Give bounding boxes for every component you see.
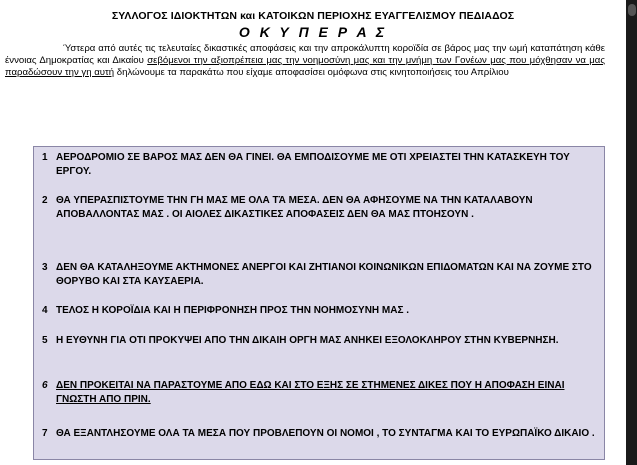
intro-text-end: δηλώνουμε τα παρακάτω που είχαμε αποφασίσει ομόφωνα στις κινητοποιήσεις του Απρίλιου [114,67,509,79]
declarations-list [33,146,605,460]
intro-paragraph [5,43,605,79]
intro-text-start: Ύστερα από αυτές τις τελευταίες δικαστικές αποφάσεις και την απροκάλυπτη κοροϊδία σε βάρος μας την ωμή καταπάτηση κάθε έννοιας Δημοκρατίας και Δικαίου [5,43,605,67]
item-text: ΤΕΛΟΣ Η ΚΟΡΟΪΔΙΑ ΚΑΙ Η ΠΕΡΙΦΡΟΝΗΣΗ ΠΡΟΣ ΤΗΝ ΝΟΗΜΟΣΥΝΗ ΜΑΣ . [56,305,410,316]
window-edge-strip [626,0,637,465]
item-text: ΔΕΝ ΘΑ ΚΑΤΑΛΗΞΟΥΜΕ ΑΚΤΗΜΟΝΕΣ ΑΝΕΡΓΟΙ ΚΑΙ ΖΗΤΙΑΝΟΙ ΚΟΙΝΩΝΙΚΩΝ ΕΠΙΔΟΜΑΤΩΝ ΚΑΙ ΝΑ ΖΟΥΜΕ ΣΤΟ ΘΟΡΥΒΟ ΚΑΙ ΣΤΑ ΚΑΥΣΑΕΡΙΑ. [56,262,592,287]
scroll-knob-icon[interactable] [628,4,636,16]
item-text: Η ΕΥΘΥΝΗ ΓΙΑ ΟΤΙ ΠΡΟΚΥΨΕΙ ΑΠΟ ΤΗΝ ΔΙΚΑΙΗ ΟΡΓΗ ΜΑΣ ΑΝΗΚΕΙ ΕΞΟΛΟΚΛΗΡΟΥ ΣΤΗΝ ΚΥΒΕΡΝΗΣΗ. [56,335,559,346]
item-number: 2 [42,195,48,206]
item-text-underlined: ΔΕΝ ΠΡΟΚΕΙΤΑΙ ΝΑ ΠΑΡΑΣΤΟΥΜΕ ΑΠΟ ΕΔΩ ΚΑΙ ΣΤΟ ΕΞΗΣ ΣΕ ΣΤΗΜΕΝΕΣ ΔΙΚΕΣ ΠΟΥ Η ΑΠΟΦΑΣΗ ΕΙΝΑΙ ΓΝΩΣΤΗ ΑΠΟ ΠΡΙΝ. [56,380,565,405]
item-number: 4 [42,305,48,316]
document-subtitle: Ο Κ Υ Π Ε Ρ Α Σ [238,24,388,40]
association-title: ΣΥΛΛΟΓΟΣ ΙΔΙΟΚΤΗΤΩΝ και ΚΑΤΟΙΚΩΝ ΠΕΡΙΟΧΗΣ ΕΥΑΓΓΕΛΙΣΜΟΥ ΠΕΔΙΑΔΟΣ [111,10,515,22]
item-number: 6 [42,380,48,391]
item-number: 1 [42,152,48,163]
item-text: ΑΕΡΟΔΡΟΜΙΟ ΣΕ ΒΑΡΟΣ ΜΑΣ ΔΕΝ ΘΑ ΓΙΝΕΙ. ΘΑ ΕΜΠΟΔΙΣΟΥΜΕ ΜΕ ΟΤΙ ΧΡΕΙΑΣΤΕΙ ΤΗΝ ΚΑΤΑΣΚΕΥΗ ΤΟΥ ΕΡΓΟΥ. [56,152,570,177]
item-number: 5 [42,335,48,346]
item-number: 7 [42,428,48,439]
item-number: 3 [42,262,48,273]
intro-underlined-text: σεβόμενοι την αξιοπρέπεια μας την νοημοσύνη μας και την μνήμη των Γονέων μας που μόχθησαν να μας παραδώσουν την γη αυτή [5,55,605,79]
item-text: ΘΑ ΥΠΕΡΑΣΠΙΣΤΟΥΜΕ ΤΗΝ ΓΗ ΜΑΣ ΜΕ ΟΛΑ ΤΆ ΜΕΣΑ. ΔΕΝ ΘΑ ΑΦΗΣΟΥΜΕ ΝΑ ΤΗΝ ΚΑΤΑΛΑΒΟΥΝ ΑΠΟΒΑΛΛΟΝΤΑΣ ΜΑΣ . ΟΙ ΑΙΟΛΕΣ ΔΙΚΑΣΤΙΚΕΣ ΑΠΟΦΑΣΕΙΣ ΔΕΝ ΘΑ ΜΑΣ ΠΤΟΗΣΟΥΝ . [56,195,533,220]
item-text: ΘΑ ΕΞΑΝΤΛΗΣΟΥΜΕ ΟΛΑ ΤΑ ΜΕΣΑ ΠΟΥ ΠΡΟΒΛΕΠΟΥΝ ΟΙ ΝΟΜΟΙ , ΤΟ ΣΥΝΤΑΓΜΑ ΚΑΙ ΤΟ ΕΥΡΩΠΑΪΚΟ ΔΙΚΑΙΟ . [56,428,595,439]
